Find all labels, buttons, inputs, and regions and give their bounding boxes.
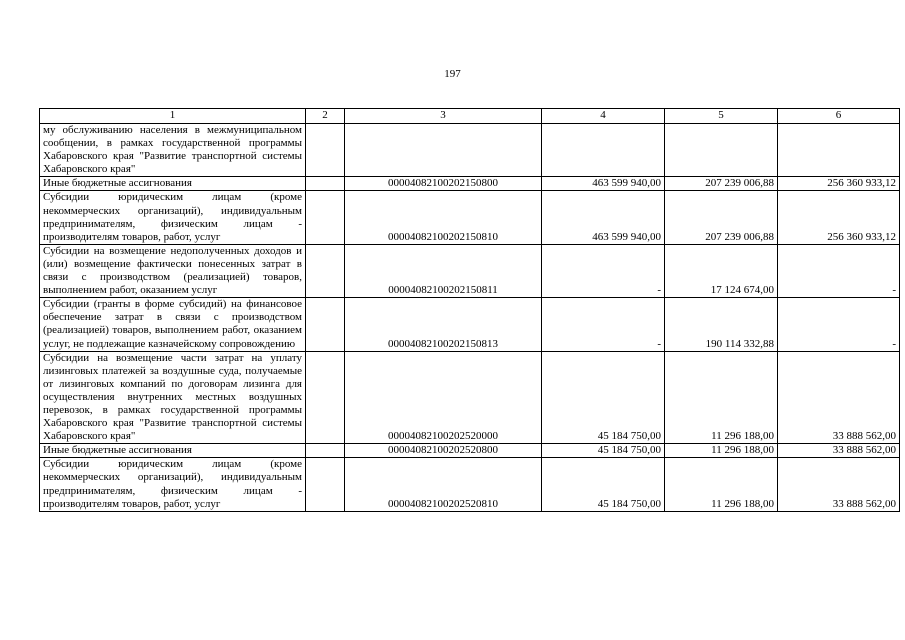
table-row [40,458,900,511]
row-value-col6: 33 888 562,00 [778,351,900,444]
row-value-col4 [542,124,665,177]
column-header-5: 5 [665,109,778,124]
table-row [40,444,900,458]
row-code-cell: 00004082100202150810 [345,191,542,244]
row-name-cell: Субсидии юридическим лицам (кроме некоммерческих организаций), индивидуальным предпринимателям, физическим лицам - производителям товаров, работ, услуг [40,191,306,244]
column-header-6: 6 [778,109,900,124]
row-code-cell: 00004082100202150813 [345,298,542,351]
row-value-col6: 256 360 933,12 [778,191,900,244]
row-value-col6: - [778,244,900,297]
table-header-row [40,109,900,124]
row-value-col4: 45 184 750,00 [542,444,665,458]
row-value-col4: 463 599 940,00 [542,177,665,191]
row-col2-cell [306,458,345,511]
row-value-col5: 207 239 006,88 [665,177,778,191]
row-value-col6 [778,124,900,177]
row-value-col5: 11 296 188,00 [665,444,778,458]
row-value-col5: 17 124 674,00 [665,244,778,297]
row-value-col4: 45 184 750,00 [542,458,665,511]
row-col2-cell [306,191,345,244]
table-row [40,244,900,297]
row-code-cell: 00004082100202520810 [345,458,542,511]
row-value-col4: - [542,244,665,297]
column-header-4: 4 [542,109,665,124]
row-code-cell: 00004082100202150811 [345,244,542,297]
table-row [40,298,900,351]
row-col2-cell [306,444,345,458]
row-code-cell [345,124,542,177]
row-name-cell: Субсидии на возмещение части затрат на уплату лизинговых платежей за воздушные суда, получаемые от лизинговых компаний по договорам лизинга для осуществления внутренних местных воздушных перевозок, в рамках государственной программы Хабаровского края "Развитие транспортной системы Хабаровского края" [40,351,306,444]
table-row [40,191,900,244]
row-col2-cell [306,124,345,177]
row-value-col6: 33 888 562,00 [778,444,900,458]
row-value-col4: 463 599 940,00 [542,191,665,244]
row-name-cell: Иные бюджетные ассигнования [40,444,306,458]
table-row [40,177,900,191]
row-value-col6: 33 888 562,00 [778,458,900,511]
row-value-col4: - [542,298,665,351]
row-col2-cell [306,177,345,191]
row-code-cell: 00004082100202150800 [345,177,542,191]
row-name-cell: Субсидии (гранты в форме субсидий) на финансовое обеспечение затрат в связи с производством (реализацией) товаров, выполнением работ, оказанием услуг, не подлежащие казначейскому сопровождению [40,298,306,351]
row-name-cell: Субсидии юридическим лицам (кроме некоммерческих организаций), индивидуальным предпринимателям, физическим лицам - производителям товаров, работ, услуг [40,458,306,511]
table-row [40,124,900,177]
row-col2-cell [306,351,345,444]
row-value-col5: 207 239 006,88 [665,191,778,244]
page-number: 197 [444,68,461,80]
column-header-1: 1 [40,109,306,124]
row-value-col6: 256 360 933,12 [778,177,900,191]
row-value-col5: 11 296 188,00 [665,351,778,444]
row-code-cell: 00004082100202520000 [345,351,542,444]
table-row [40,351,900,444]
row-value-col5: 190 114 332,88 [665,298,778,351]
row-value-col4: 45 184 750,00 [542,351,665,444]
row-name-cell: Субсидии на возмещение недополученных доходов и (или) возмещение фактически понесенных затрат в связи с производством (реализацией) товаров, выполнением работ, оказанием услуг [40,244,306,297]
column-header-3: 3 [345,109,542,124]
row-col2-cell [306,244,345,297]
budget-table [39,108,900,512]
row-name-cell: Иные бюджетные ассигнования [40,177,306,191]
column-header-2: 2 [306,109,345,124]
row-value-col5: 11 296 188,00 [665,458,778,511]
row-code-cell: 00004082100202520800 [345,444,542,458]
row-name-cell: му обслуживанию населения в межмуниципальном сообщении, в рамках государственной программы Хабаровского края "Развитие транспортной системы Хабаровского края" [40,124,306,177]
row-col2-cell [306,298,345,351]
row-value-col6: - [778,298,900,351]
row-value-col5 [665,124,778,177]
